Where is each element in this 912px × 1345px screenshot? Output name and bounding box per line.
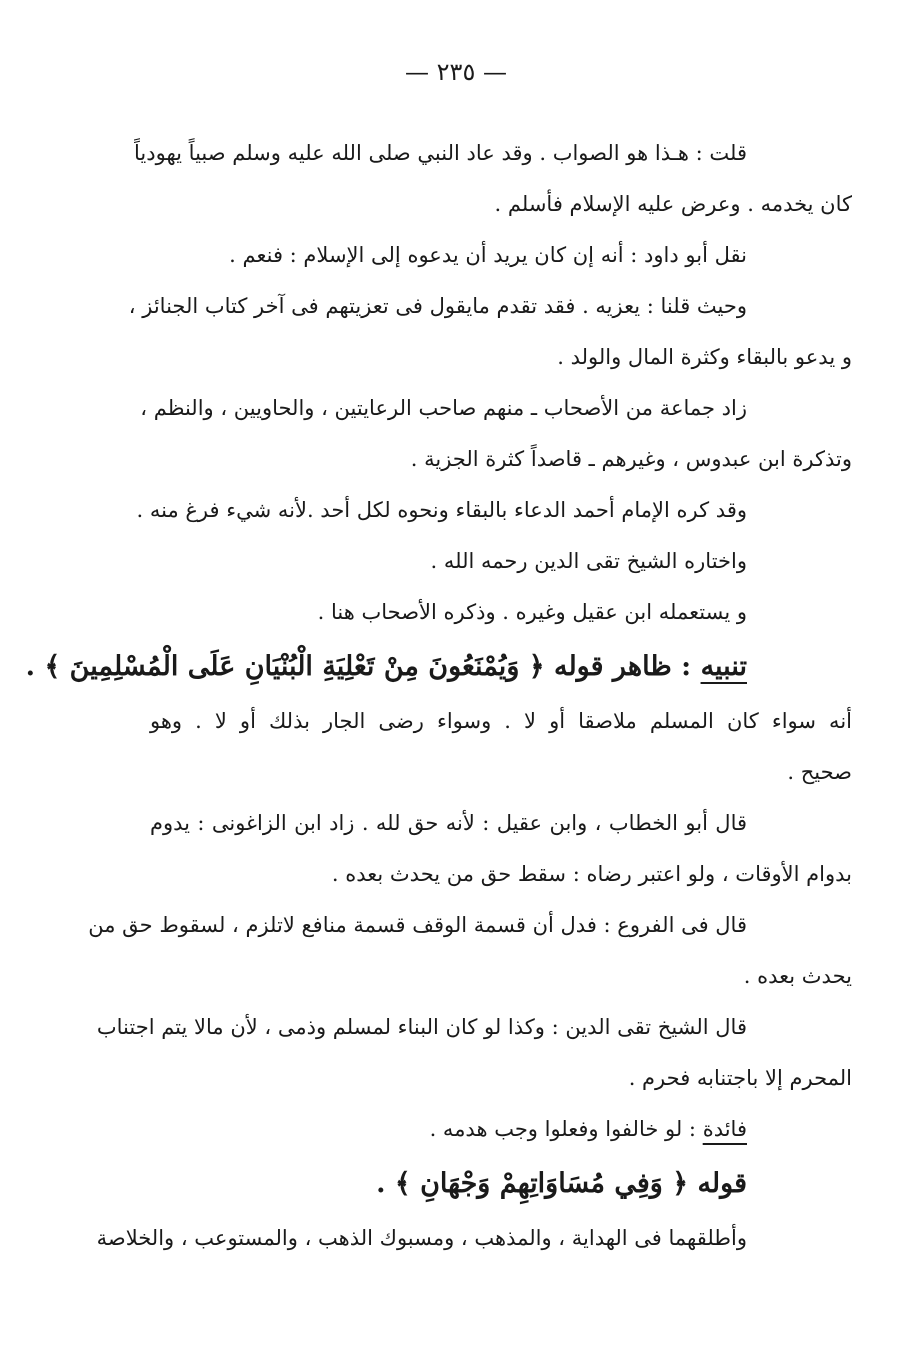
text-line: و يدعو بالبقاء وكثرة المال والولد . [557,345,852,369]
text-line: زاد جماعة من الأصحاب ـ منهم صاحب الرعايتين ، والحاويين ، والنظم ، [140,396,747,420]
text-line: واختاره الشيخ تقى الدين رحمه الله . [430,549,747,573]
body-text [25,128,852,1264]
text-line: كان يخدمه . وعرض عليه الإسلام فأسلم . [494,192,852,216]
text-line: نقل أبو داود : أنه إن كان يريد أن يدعوه إلى الإسلام : فنعم . [229,243,747,267]
text-line: و يستعمله ابن عقيل وغيره . وذكره الأصحاب هنا . [317,600,747,624]
text-line: وتذكرة ابن عبدوس ، وغيرهم ـ قاصداً كثرة الجزية . [410,447,852,471]
text-line: المحرم إلا باجتنابه فحرم . [628,1066,852,1090]
page-number: — ٢٣٥ — [405,58,507,86]
text-line: قلت : هـذا هو الصواب . وقد عاد النبي صلى الله عليه وسلم صبياً يهودياً [134,141,747,165]
text-line: قال فى الفروع : فدل أن قسمة الوقف قسمة منافع لاتلزم ، لسقوط حق من [88,913,747,937]
text-line: صحيح . [787,760,852,784]
text-line: وقد كره الإمام أحمد الدعاء بالبقاء ونحوه لكل أحد .لأنه شيء فرغ منه . [136,498,747,522]
text-line: يحدث بعده . [743,964,852,988]
text-line: بدوام الأوقات ، ولو اعتبر رضاه : سقط حق من يحدث بعده . [331,862,852,886]
keyword-label: تنبيه [700,651,747,682]
text-line: أنه سواء كان المسلم ملاصقا أو لا . وسواء رضى الجار بذلك أو لا . وهو [150,709,852,733]
text-line: تنبيه : ظاهر قوله ﴿ وَيُمْنَعُونَ مِنْ تَعْلِيَةِ الْبُنْيَانِ عَلَى الْمُسْلِمِينَ ﴾ . [25,651,747,682]
text-line: فائدة : لو خالفوا وفعلوا وجب هدمه . [429,1117,747,1141]
keyword-label: فائدة [702,1117,747,1141]
text-line: قال أبو الخطاب ، وابن عقيل : لأنه حق لله . زاد ابن الزاغونى : يدوم [150,811,747,835]
text-line: قوله ﴿ وَفِي مُسَاوَاتِهِمْ وَجْهَانِ ﴾ . [376,1168,747,1199]
text-line: وأطلقهما فى الهداية ، والمذهب ، ومسبوك الذهب ، والمستوعب ، والخلاصة [96,1226,747,1250]
text-line: قال الشيخ تقى الدين : وكذا لو كان البناء لمسلم وذمى ، لأن مالا يتم اجتناب [96,1015,747,1039]
text-line: وحيث قلنا : يعزيه . فقد تقدم مايقول فى تعزيتهم فى آخر كتاب الجنائز ، [128,294,747,318]
